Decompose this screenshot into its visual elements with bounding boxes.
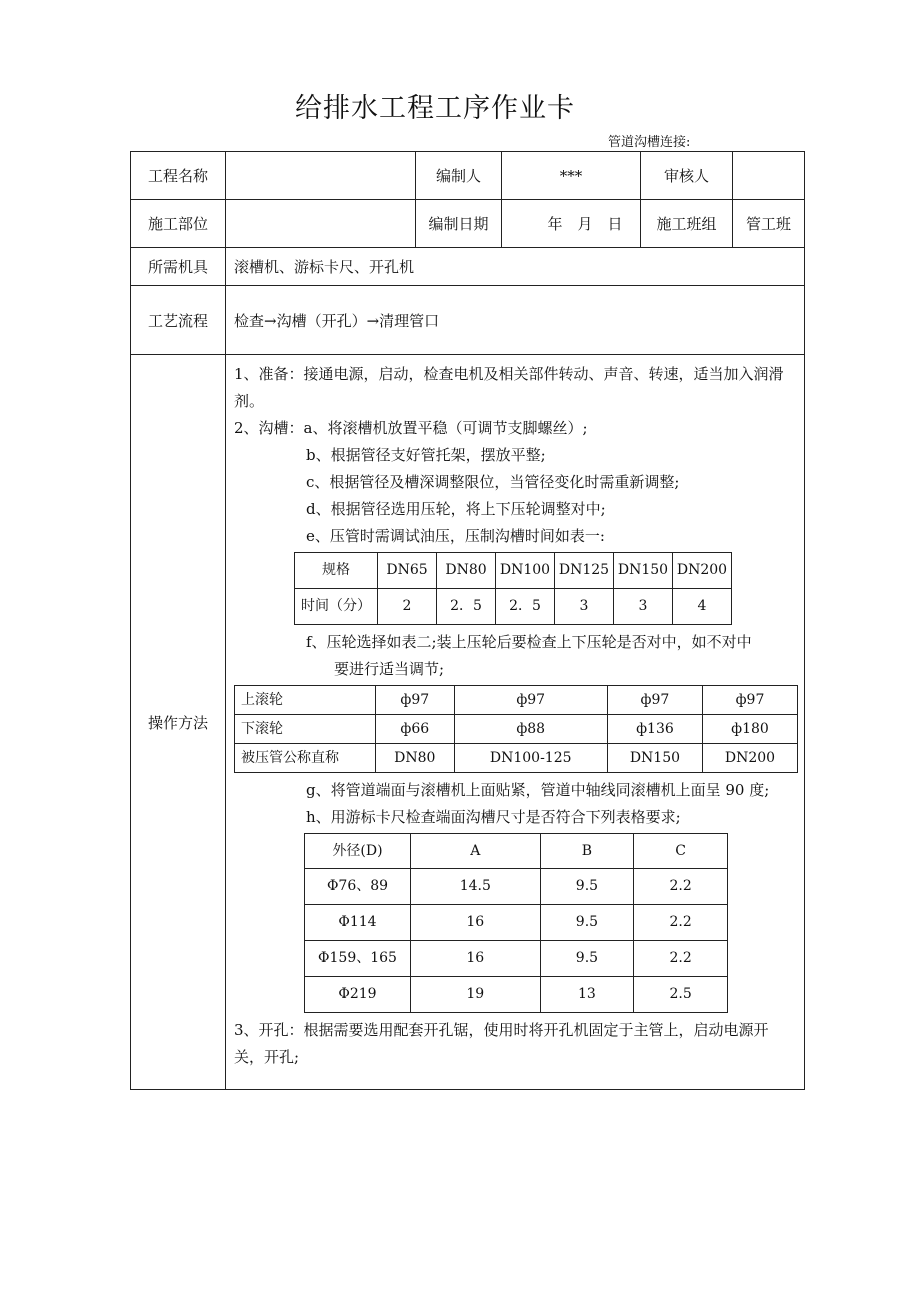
table-cell: 2: [378, 589, 437, 625]
table-cell: 2．5: [496, 589, 555, 625]
step-2f: f、压轮选择如表二;装上压轮后要检查上下压轮是否对中，如不对中: [306, 633, 752, 651]
table-cell: Φ76、89: [305, 869, 411, 905]
reviewer-label: 审核人: [641, 152, 733, 200]
step-3: 3、开孔：根据需要选用配套开孔锯，使用时将开孔机固定于主管上，启动电源开关，开孔;: [234, 1021, 769, 1066]
table-cell: ф97: [454, 686, 607, 715]
table-cell: C: [634, 834, 728, 869]
section-subtitle: 管道沟槽连接:: [608, 135, 691, 150]
table-cell: 外径(D): [305, 834, 411, 869]
author-label: 编制人: [416, 152, 502, 200]
table-row: [305, 869, 728, 905]
team-label: 施工班组: [641, 200, 733, 248]
table-cell: ф97: [376, 686, 455, 715]
table-cell: 上滚轮: [235, 686, 376, 715]
table-cell: ф97: [702, 686, 797, 715]
table-cell: DN200: [673, 553, 732, 589]
team-value: 管工班: [733, 200, 805, 248]
location-value: [226, 200, 416, 248]
table-cell: 3: [614, 589, 673, 625]
author-value: ***: [502, 152, 641, 200]
table-cell: B: [540, 834, 634, 869]
table-cell: ф88: [454, 715, 607, 744]
method-content: [226, 355, 805, 1090]
date-label: 编制日期: [416, 200, 502, 248]
table-cell: 9.5: [540, 869, 634, 905]
groove-dimension-table: [304, 833, 728, 1013]
table-cell: DN80: [437, 553, 496, 589]
table-cell: ф97: [607, 686, 702, 715]
step-2g: g、将管道端面与滚槽机上面贴紧，管道中轴线同滚槽机上面呈 90 度;: [306, 781, 770, 799]
table-row: [235, 686, 798, 715]
table-cell: ф136: [607, 715, 702, 744]
machines-value: 滚槽机、游标卡尺、开孔机: [226, 248, 805, 286]
pressing-time-table: [294, 552, 732, 625]
table-cell: Φ219: [305, 977, 411, 1013]
page-title: 给排水工程工序作业卡: [295, 93, 575, 124]
table-cell: DN150: [607, 744, 702, 773]
table-cell: 2.2: [634, 941, 728, 977]
date-value: 年 月 日: [502, 200, 641, 248]
roller-selection-table: [234, 685, 798, 773]
table-cell: DN80: [376, 744, 455, 773]
table-cell: ф180: [702, 715, 797, 744]
step-2b: b、根据管径支好管托架，摆放平整;: [306, 446, 546, 464]
table-cell: 3: [555, 589, 614, 625]
step-2c: c、根据管径及槽深调整限位，当管径变化时需重新调整;: [306, 473, 680, 491]
table-cell: DN200: [702, 744, 797, 773]
table-cell: 4: [673, 589, 732, 625]
table-cell: DN100-125: [454, 744, 607, 773]
table-row: [305, 941, 728, 977]
table-cell: 2.2: [634, 905, 728, 941]
table-cell: 9.5: [540, 941, 634, 977]
table-cell: 16: [411, 941, 541, 977]
table-row: [295, 589, 732, 625]
table-cell: 下滚轮: [235, 715, 376, 744]
table-cell: 13: [540, 977, 634, 1013]
machines-label: 所需机具: [131, 248, 226, 286]
table-cell: 2.5: [634, 977, 728, 1013]
table-cell: 16: [411, 905, 541, 941]
table-row: [305, 834, 728, 869]
table-cell: Φ159、165: [305, 941, 411, 977]
table-row: [305, 905, 728, 941]
table-cell: DN100: [496, 553, 555, 589]
step-2e: e、压管时需调试油压，压制沟槽时间如表一:: [306, 527, 605, 545]
table-cell: DN65: [378, 553, 437, 589]
table-cell: 19: [411, 977, 541, 1013]
method-label: 操作方法: [131, 355, 226, 1090]
table-cell: ф66: [376, 715, 455, 744]
table-cell: DN150: [614, 553, 673, 589]
step-2h: h、用游标卡尺检查端面沟槽尺寸是否符合下列表格要求;: [306, 808, 681, 826]
table-cell: 规格: [295, 553, 378, 589]
table-cell: 9.5: [540, 905, 634, 941]
project-name-label: 工程名称: [131, 152, 226, 200]
table-cell: DN125: [555, 553, 614, 589]
location-label: 施工部位: [131, 200, 226, 248]
process-label: 工艺流程: [131, 286, 226, 355]
step-2f-cont: 要进行适当调节;: [334, 660, 445, 678]
table-row: [235, 744, 798, 773]
table-cell: 2．5: [437, 589, 496, 625]
table-row: [235, 715, 798, 744]
process-value: 检查→沟槽（开孔）→清理管口: [226, 286, 805, 355]
table-row: [305, 977, 728, 1013]
table-cell: 2.2: [634, 869, 728, 905]
step-2d: d、根据管径选用压轮，将上下压轮调整对中;: [306, 500, 606, 518]
table-cell: 时间（分）: [295, 589, 378, 625]
table-row: [295, 553, 732, 589]
work-card-table: [130, 151, 805, 1090]
reviewer-value: [733, 152, 805, 200]
table-cell: 被压管公称直称: [235, 744, 376, 773]
step-2a: 2、沟槽：a、将滚槽机放置平稳（可调节支脚螺丝）;: [234, 419, 588, 437]
step-1: 1、准备：接通电源，启动，检查电机及相关部件转动、声音、转速，适当加入润滑剂。: [234, 365, 784, 410]
table-cell: A: [411, 834, 541, 869]
table-cell: Φ114: [305, 905, 411, 941]
table-cell: 14.5: [411, 869, 541, 905]
project-name-value: [226, 152, 416, 200]
